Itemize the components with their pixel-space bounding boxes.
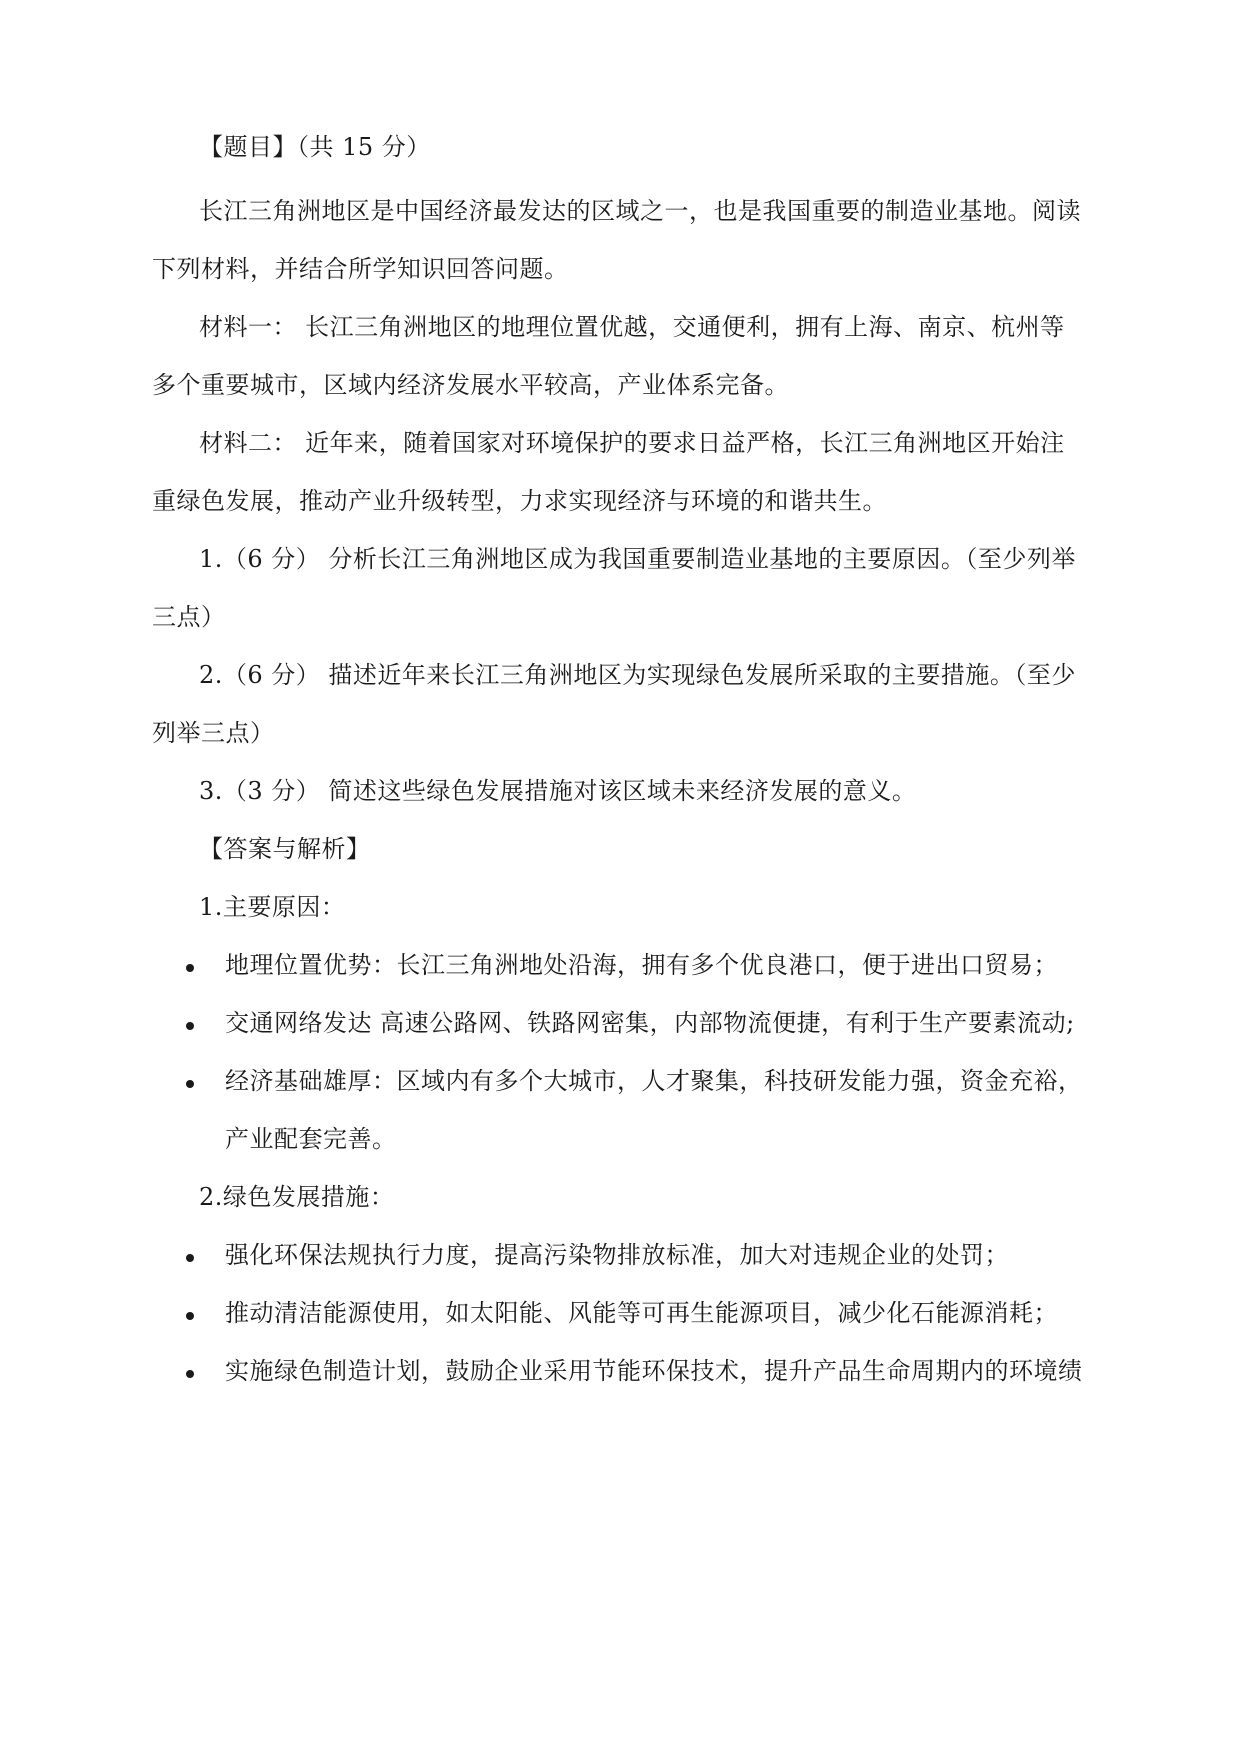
a1-item-1: 地理位置优势：长江三角洲地处沿海，拥有多个优良港口，便于进出口贸易； xyxy=(225,951,1058,979)
q2-line-2: 列举三点） xyxy=(152,719,275,747)
a2-item-3: 实施绿色制造计划，鼓励企业采用节能环保技术，提升产品生命周期内的环境绩 xyxy=(225,1357,1083,1385)
question-header: 【题目】（共 15 分） xyxy=(199,133,431,161)
bullet-icon xyxy=(186,964,194,972)
material1-line-1: 材料一： 长江三角洲地区的地理位置优越，交通便利，拥有上海、南京、杭州等 xyxy=(199,313,1065,341)
q1-line-1: 1.（6 分） 分析长江三角洲地区成为我国重要制造业基地的主要原因。（至少列举 xyxy=(199,545,1076,573)
a1-item-2: 交通网络发达 高速公路网、铁路网密集，内部物流便捷，有利于生产要素流动; xyxy=(225,1009,1075,1037)
a2-item-1: 强化环保法规执行力度，提高污染物排放标准，加大对违规企业的处罚； xyxy=(225,1241,1009,1269)
material2-line-2: 重绿色发展，推动产业升级转型，力求实现经济与环境的和谐共生。 xyxy=(152,487,887,515)
q1-line-2: 三点） xyxy=(152,603,226,631)
answer-header: 【答案与解析】 xyxy=(199,835,371,863)
intro-line-2: 下列材料，并结合所学知识回答问题。 xyxy=(152,255,569,283)
intro-line-1: 长江三角洲地区是中国经济最发达的区域之一，也是我国重要的制造业基地。阅读 xyxy=(199,197,1081,225)
material1-line-2: 多个重要城市，区域内经济发展水平较高，产业体系完备。 xyxy=(152,371,789,399)
material2-line-1: 材料二： 近年来，随着国家对环境保护的要求日益严格，长江三角洲地区开始注 xyxy=(199,429,1065,457)
bullet-icon xyxy=(186,1254,194,1262)
a1-title: 1.主要原因： xyxy=(199,893,346,921)
bullet-icon xyxy=(186,1370,194,1378)
a1-item-3: 经济基础雄厚：区域内有多个大城市，人才聚集，科技研发能力强，资金充裕， xyxy=(225,1067,1083,1095)
a1-item-3-continued: 产业配套完善。 xyxy=(225,1125,397,1153)
a2-item-2: 推动清洁能源使用，如太阳能、风能等可再生能源项目，减少化石能源消耗； xyxy=(225,1299,1058,1327)
a2-title: 2.绿色发展措施： xyxy=(199,1183,395,1211)
bullet-icon xyxy=(186,1022,194,1030)
bullet-icon xyxy=(186,1312,194,1320)
q2-line-1: 2.（6 分） 描述近年来长江三角洲地区为实现绿色发展所采取的主要措施。（至少 xyxy=(199,661,1076,689)
bullet-icon xyxy=(186,1080,194,1088)
q3-line: 3.（3 分） 简述这些绿色发展措施对该区域未来经济发展的意义。 xyxy=(199,777,917,805)
